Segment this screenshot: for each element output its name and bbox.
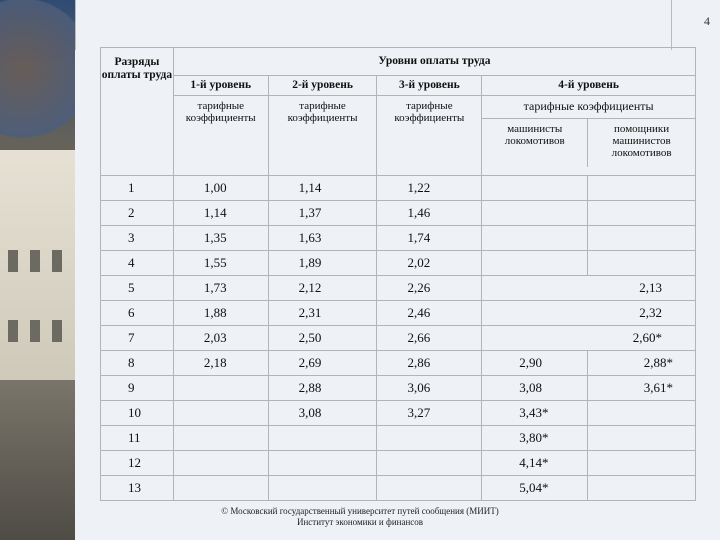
level3-cell: 1,22: [377, 176, 482, 201]
level1-cell: [173, 476, 268, 501]
assistants-cell: [588, 176, 696, 201]
level2-cell: 1,37: [268, 201, 377, 226]
level2-cell: [268, 451, 377, 476]
level4-cell: 2,13: [482, 276, 696, 301]
drivers-cell: 4,14*: [482, 451, 588, 476]
drivers-cell: 5,04*: [482, 476, 588, 501]
level1-cell: [173, 426, 268, 451]
drivers-cell: [482, 226, 588, 251]
level1-cell: 1,14: [173, 201, 268, 226]
table-row: [101, 326, 696, 351]
coef-label-4: тарифные коэффициенты: [482, 96, 695, 119]
drivers-cell: [482, 201, 588, 226]
table-row: [101, 276, 696, 301]
rank-cell: 4: [101, 251, 174, 276]
assistants-cell: 3,61*: [588, 376, 696, 401]
rank-cell: 2: [101, 201, 174, 226]
level3-cell: 1,74: [377, 226, 482, 251]
level2-cell: 1,89: [268, 251, 377, 276]
level4-subheader: [482, 96, 696, 176]
side-photo: [0, 0, 75, 540]
level3-cell: 3,06: [377, 376, 482, 401]
level3-cell: [377, 476, 482, 501]
level2-cell: [268, 426, 377, 451]
level1-cell: [173, 376, 268, 401]
level2-cell: 2,12: [268, 276, 377, 301]
drivers-cell: 3,08: [482, 376, 588, 401]
rank-cell: 10: [101, 401, 174, 426]
rank-cell: 6: [101, 301, 174, 326]
drivers-header: машинисты локомотивов: [482, 119, 588, 167]
level4-cell: 2,32: [482, 301, 696, 326]
level2-cell: 2,69: [268, 351, 377, 376]
table-row: [101, 376, 696, 401]
assistants-cell: [588, 401, 696, 426]
level4-cell: 2,60*: [482, 326, 696, 351]
rank-cell: 8: [101, 351, 174, 376]
drivers-cell: [482, 251, 588, 276]
level3-cell: 2,02: [377, 251, 482, 276]
assistants-cell: [588, 201, 696, 226]
drivers-cell: 3,80*: [482, 426, 588, 451]
level1-cell: 1,00: [173, 176, 268, 201]
level3-cell: 2,86: [377, 351, 482, 376]
assistants-cell: [588, 451, 696, 476]
assistants-cell: [588, 226, 696, 251]
assistants-cell: 2,88*: [588, 351, 696, 376]
rank-cell: 1: [101, 176, 174, 201]
level2-cell: 2,50: [268, 326, 377, 351]
level3-cell: 2,66: [377, 326, 482, 351]
assistants-header: помощники машинистов локомотивов: [611, 123, 672, 159]
table-row: [101, 476, 696, 501]
level3-cell: 1,46: [377, 201, 482, 226]
level1-header: 1-й уровень: [173, 76, 268, 96]
drivers-cell: 3,43*: [482, 401, 588, 426]
rank-cell: 12: [101, 451, 174, 476]
level3-cell: 3,27: [377, 401, 482, 426]
table-row: [101, 226, 696, 251]
footer-line1: © Московский государственный университет путей сообщения (МИИТ): [221, 506, 499, 516]
levels-header: Уровни оплаты труда: [173, 48, 695, 76]
rank-cell: 13: [101, 476, 174, 501]
level2-cell: 1,63: [268, 226, 377, 251]
level3-cell: 2,46: [377, 301, 482, 326]
coef-label-2: тарифные коэффициенты: [268, 96, 377, 176]
level2-cell: 3,08: [268, 401, 377, 426]
level2-header: 2-й уровень: [268, 76, 377, 96]
level1-cell: [173, 451, 268, 476]
level1-cell: [173, 401, 268, 426]
table-row: [101, 426, 696, 451]
table-row: [101, 201, 696, 226]
page-number: 4: [704, 14, 710, 28]
level1-cell: 1,35: [173, 226, 268, 251]
footer-line2: Институт экономики и финансов: [296, 517, 424, 527]
rank-cell: 9: [101, 376, 174, 401]
level3-cell: 2,26: [377, 276, 482, 301]
level1-cell: 2,18: [173, 351, 268, 376]
level2-cell: 1,14: [268, 176, 377, 201]
table-row: [101, 301, 696, 326]
rank-cell: 7: [101, 326, 174, 351]
table-row: [101, 351, 696, 376]
table-row: [101, 251, 696, 276]
coef-label-3: тарифные коэффициенты: [377, 96, 482, 176]
level2-cell: 2,31: [268, 301, 377, 326]
rank-cell: 5: [101, 276, 174, 301]
level1-cell: 2,03: [173, 326, 268, 351]
level2-cell: [268, 476, 377, 501]
table-row: [101, 401, 696, 426]
level4-header: 4-й уровень: [482, 76, 696, 96]
assistants-cell: [588, 476, 696, 501]
coef-label-1: тарифные коэффициенты: [173, 96, 268, 176]
assistants-cell: [588, 426, 696, 451]
rank-cell: 3: [101, 226, 174, 251]
level3-header: 3-й уровень: [377, 76, 482, 96]
table-row: [101, 176, 696, 201]
level1-cell: 1,55: [173, 251, 268, 276]
level3-cell: [377, 451, 482, 476]
drivers-cell: [482, 176, 588, 201]
drivers-cell: 2,90: [482, 351, 588, 376]
level2-cell: 2,88: [268, 376, 377, 401]
level1-cell: 1,88: [173, 301, 268, 326]
table-row: [101, 451, 696, 476]
level1-cell: 1,73: [173, 276, 268, 301]
tariff-table: [100, 47, 696, 501]
rank-header: Разряды оплаты труда: [101, 48, 174, 176]
level3-cell: [377, 426, 482, 451]
rank-cell: 11: [101, 426, 174, 451]
assistants-cell: [588, 251, 696, 276]
footer: [190, 506, 530, 528]
